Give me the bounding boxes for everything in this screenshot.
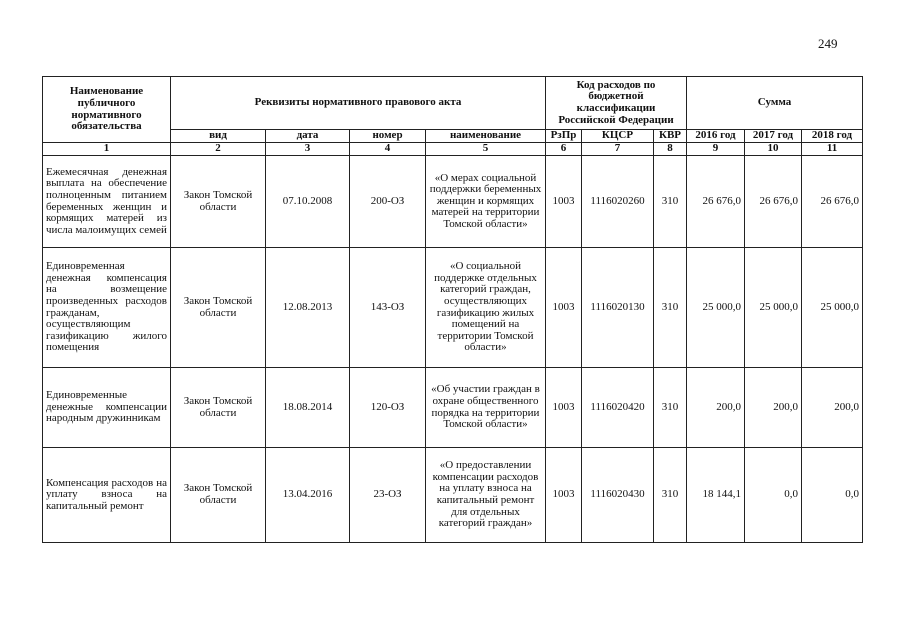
subheader-rzpr: РзПр bbox=[546, 130, 582, 143]
act-title: «О предоставлении компенсации расходов на уплату взноса на капитальный ремонт для отдельных категорий граждан» bbox=[426, 448, 546, 543]
column-number: 7 bbox=[582, 143, 654, 156]
act-number: 23-ОЗ bbox=[350, 448, 426, 543]
subheader-2017: 2017 год bbox=[745, 130, 802, 143]
kvr-code: 310 bbox=[654, 448, 687, 543]
act-date: 13.04.2016 bbox=[266, 448, 350, 543]
column-number: 2 bbox=[171, 143, 266, 156]
act-date: 07.10.2008 bbox=[266, 156, 350, 248]
sum-2018: 25 000,0 bbox=[802, 248, 863, 368]
table-row bbox=[43, 248, 863, 368]
column-number: 4 bbox=[350, 143, 426, 156]
act-kind: Закон Томской области bbox=[171, 368, 266, 448]
kvr-code: 310 bbox=[654, 368, 687, 448]
obligation-name: Единовременная денежная компенсация на возмещение произведенных расходов гражданам, осуществляющим газификацию жилого помещения bbox=[43, 248, 171, 368]
header-row bbox=[43, 77, 863, 130]
act-title: «О социальной поддержке отдельных категорий граждан, осуществляющих газификацию жилых помещений на территории Томской области» bbox=[426, 248, 546, 368]
rzpr-code: 1003 bbox=[546, 368, 582, 448]
sum-2017: 0,0 bbox=[745, 448, 802, 543]
kcsr-code: 1116020260 bbox=[582, 156, 654, 248]
subheader-kvr: КВР bbox=[654, 130, 687, 143]
column-number: 6 bbox=[546, 143, 582, 156]
sum-2016: 200,0 bbox=[687, 368, 745, 448]
table-row bbox=[43, 448, 863, 543]
kvr-code: 310 bbox=[654, 248, 687, 368]
column-number: 5 bbox=[426, 143, 546, 156]
header-code: Код расходов по бюджетной классификации Российской Федерации bbox=[546, 77, 687, 130]
act-number: 120-ОЗ bbox=[350, 368, 426, 448]
subheader-kind: вид bbox=[171, 130, 266, 143]
rzpr-code: 1003 bbox=[546, 448, 582, 543]
kcsr-code: 1116020430 bbox=[582, 448, 654, 543]
obligations-table bbox=[42, 76, 863, 543]
sum-2016: 25 000,0 bbox=[687, 248, 745, 368]
sum-2018: 26 676,0 bbox=[802, 156, 863, 248]
sum-2016: 26 676,0 bbox=[687, 156, 745, 248]
sum-2017: 200,0 bbox=[745, 368, 802, 448]
kcsr-code: 1116020130 bbox=[582, 248, 654, 368]
rzpr-code: 1003 bbox=[546, 156, 582, 248]
subheader-2018: 2018 год bbox=[802, 130, 863, 143]
subheader-2016: 2016 год bbox=[687, 130, 745, 143]
act-kind: Закон Томской области bbox=[171, 448, 266, 543]
column-number: 3 bbox=[266, 143, 350, 156]
page-number: 249 bbox=[818, 36, 838, 51]
act-date: 18.08.2014 bbox=[266, 368, 350, 448]
column-number: 10 bbox=[745, 143, 802, 156]
kvr-code: 310 bbox=[654, 156, 687, 248]
table-row bbox=[43, 368, 863, 448]
act-title: «О мерах социальной поддержки беременных женщин и кормящих матерей на территории Томской области» bbox=[426, 156, 546, 248]
act-number: 143-ОЗ bbox=[350, 248, 426, 368]
act-title: «Об участии граждан в охране общественного порядка на территории Томской области» bbox=[426, 368, 546, 448]
sum-2018: 0,0 bbox=[802, 448, 863, 543]
act-kind: Закон Томской области bbox=[171, 156, 266, 248]
obligation-name: Единовременные денежные компенсации народным дружинникам bbox=[43, 368, 171, 448]
sum-2017: 26 676,0 bbox=[745, 156, 802, 248]
table-row bbox=[43, 156, 863, 248]
column-number-row bbox=[43, 143, 863, 156]
act-kind: Закон Томской области bbox=[171, 248, 266, 368]
subheader-date: дата bbox=[266, 130, 350, 143]
column-number: 1 bbox=[43, 143, 171, 156]
kcsr-code: 1116020420 bbox=[582, 368, 654, 448]
column-number: 8 bbox=[654, 143, 687, 156]
header-sum: Сумма bbox=[687, 77, 863, 130]
column-number: 11 bbox=[802, 143, 863, 156]
subheader-title: наименование bbox=[426, 130, 546, 143]
column-number: 9 bbox=[687, 143, 745, 156]
rzpr-code: 1003 bbox=[546, 248, 582, 368]
sum-2018: 200,0 bbox=[802, 368, 863, 448]
subheader-kcsr: КЦСР bbox=[582, 130, 654, 143]
obligation-name: Ежемесячная денежная выплата на обеспечение полноценным питанием беременных женщин и кормящих матерей из числа малоимущих семей bbox=[43, 156, 171, 248]
act-date: 12.08.2013 bbox=[266, 248, 350, 368]
sum-2017: 25 000,0 bbox=[745, 248, 802, 368]
obligation-name: Компенсация расходов на уплату взноса на капитальный ремонт bbox=[43, 448, 171, 543]
header-requisites: Реквизиты нормативного правового акта bbox=[171, 77, 546, 130]
header-obligation: Наименование публичного нормативного обязательства bbox=[43, 77, 171, 143]
act-number: 200-ОЗ bbox=[350, 156, 426, 248]
sum-2016: 18 144,1 bbox=[687, 448, 745, 543]
subheader-number: номер bbox=[350, 130, 426, 143]
